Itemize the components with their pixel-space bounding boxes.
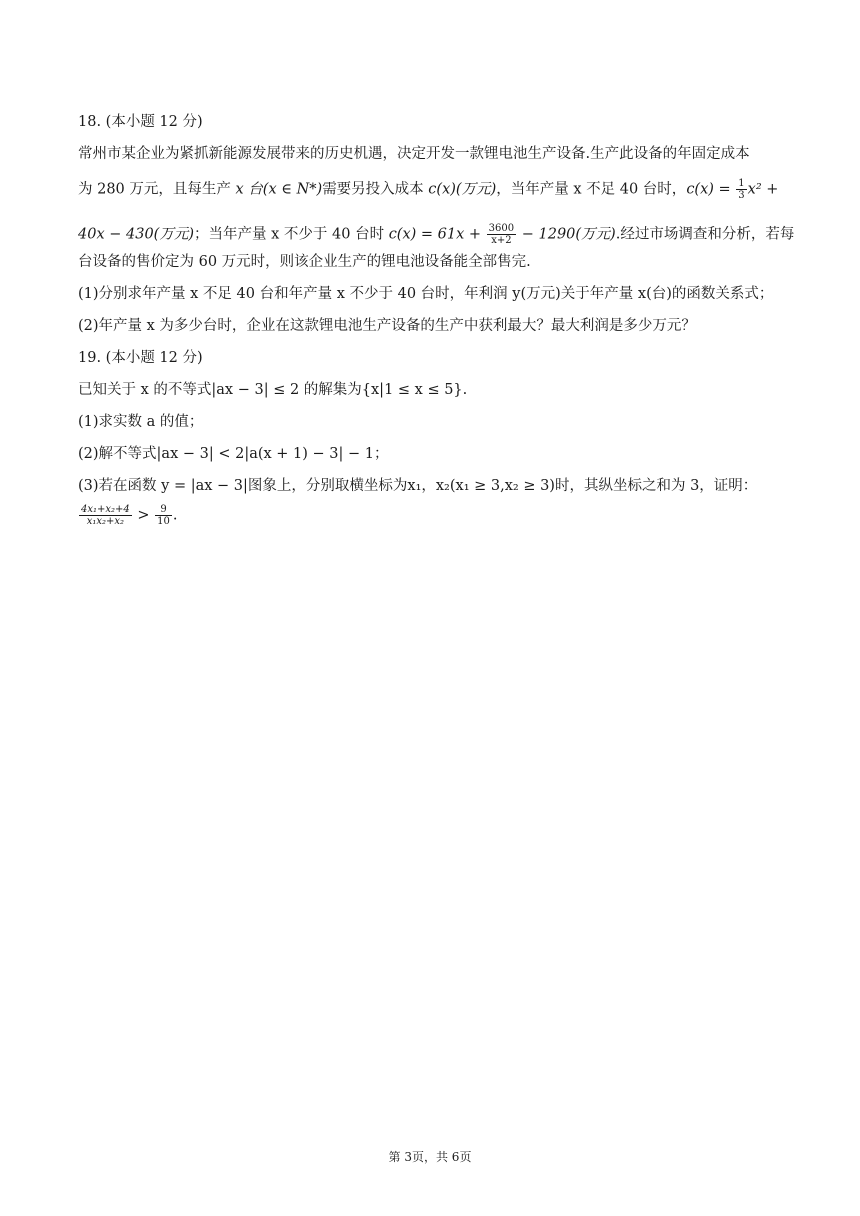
q18-line2-e: ，当年产量 x 不足 40 台时，	[496, 181, 687, 198]
q18-frac-one-third	[736, 178, 746, 201]
q19-frac4-den: 10	[157, 516, 170, 527]
q19-header: 19. (本小题 12 分)	[78, 350, 203, 366]
q18-frac1-num: 1	[738, 178, 745, 189]
q18-line2-b: x 台(x ∈ N*)	[235, 181, 323, 198]
q19-greater-than: >	[132, 507, 155, 524]
q18-line2-d: c(x)(万元)	[428, 181, 497, 198]
q18-frac2-den: x+2	[491, 235, 512, 246]
q19-frac3-num: 4x₁+x₂+4	[81, 504, 130, 515]
q19-frac3-den: x₁x₂+x₂	[86, 516, 125, 527]
q18-line3-e: .经过市场调查和分析，若每	[615, 226, 795, 243]
q18-part2: (2)年产量 x 为多少台时，企业在这款锂电池生产设备的生产中获利最大？最大利润是多少万元？	[78, 318, 696, 334]
q18-part1: (1)分别求年产量 x 不足 40 台和年产量 x 不少于 40 台时，年利润 y(万元)关于年产量 x(台)的函数关系式；	[78, 286, 774, 302]
q18-line3-d: − 1290(万元)	[517, 226, 616, 243]
q18-line2-a: 为 280 万元，且每生产	[78, 181, 236, 198]
q19-part1: (1)求实数 a 的值；	[78, 414, 204, 430]
q18-frac2-num: 3600	[488, 223, 515, 234]
q18-line2-g: x² +	[747, 181, 779, 198]
q19-part2: (2)解不等式|ax − 3| < 2|a(x + 1) − 3| − 1；	[78, 446, 389, 462]
q18-line3-b: ；当年产量 x 不少于 40 台时	[194, 226, 389, 243]
page-content	[78, 112, 795, 527]
q18-line2-f: c(x) =	[686, 181, 736, 198]
q18-line2-c: 需要另投入成本	[322, 181, 429, 198]
q19-part3: (3)若在函数 y = |ax − 3|图象上，分别取横坐标为x₁，x₂(x₁ ≥ 3,x₂ ≥ 3)时，其纵坐标之和为 3，证明：	[78, 478, 758, 494]
q18-line3	[78, 223, 795, 246]
q18-header: 18. (本小题 12 分)	[78, 114, 203, 130]
q19-frac-rhs	[155, 504, 172, 527]
q18-frac1-den: 3	[738, 190, 745, 201]
q18-line1: 常州市某企业为紧抓新能源发展带来的历史机遇，决定开发一款锂电池生产设备.生产此设备的年固定成本	[78, 146, 750, 162]
q18-line3-c: c(x) = 61x +	[388, 226, 486, 243]
q18-line2	[78, 178, 784, 201]
q19-line1: 已知关于 x 的不等式|ax − 3| ≤ 2 的解集为{x|1 ≤ x ≤ 5}.	[78, 382, 468, 398]
q19-period: .	[172, 507, 178, 524]
q18-frac-3600	[487, 223, 516, 246]
q18-line3-a: 40x − 430(万元)	[78, 226, 194, 243]
q18-line4: 台设备的售价定为 60 万元时，则该企业生产的锂电池设备能全部售完.	[78, 254, 531, 270]
page-footer: 第 3页，共 6页	[388, 1150, 472, 1164]
q19-frac4-num: 9	[155, 504, 172, 516]
q19-proof-expression	[78, 504, 784, 527]
q19-frac-lhs	[79, 504, 132, 527]
